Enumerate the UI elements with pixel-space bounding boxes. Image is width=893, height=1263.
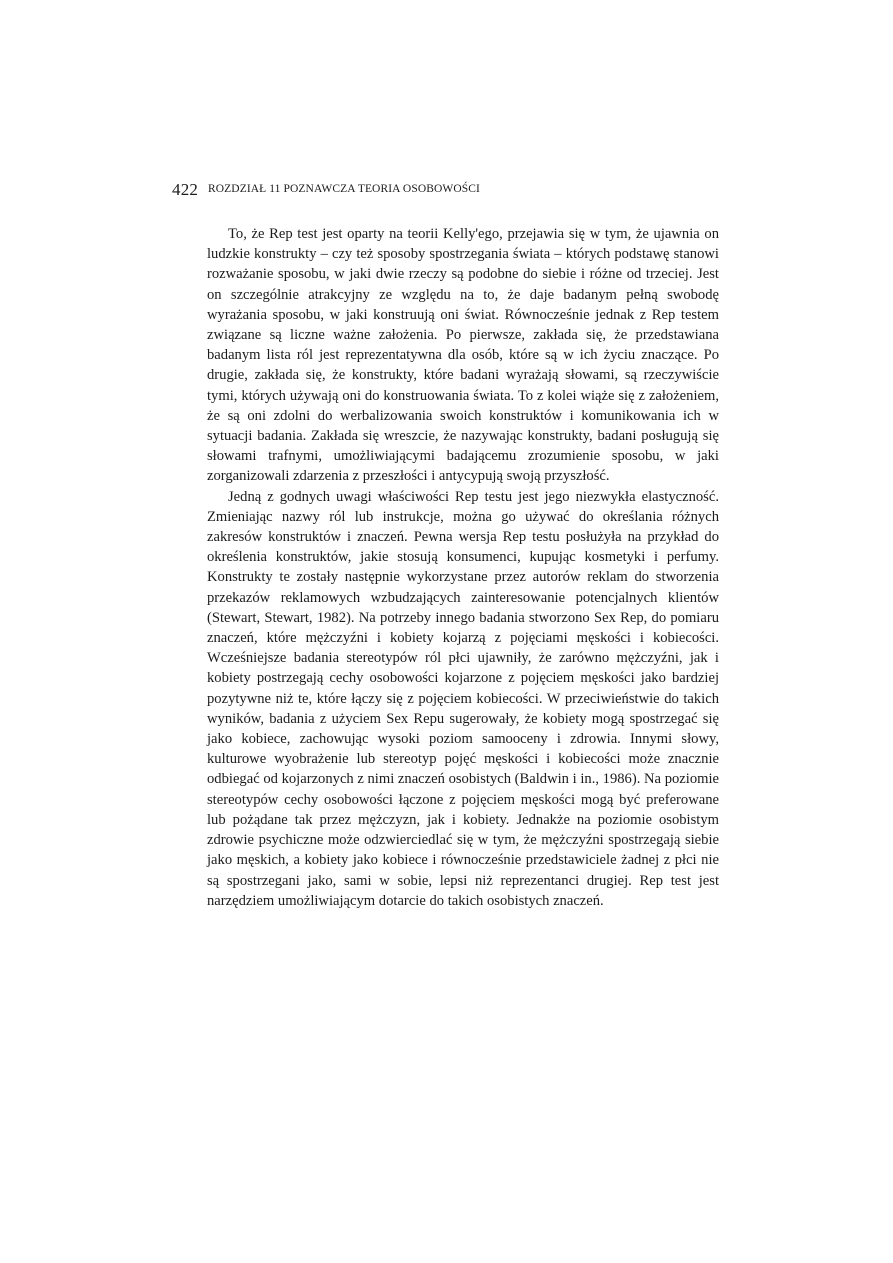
body-text: [207, 224, 719, 911]
page-header: [172, 176, 732, 202]
paragraph-rep-test-flexibility: Jedną z godnych uwagi właściwości Rep testu jest jego niezwykła elastyczność. Zmieniając nazwy ról lub instrukcje, można go używać do określania różnych zakresów konstruktów i znaczeń. Pewna wersja Rep testu posłużyła na przykład do określenia konstruktów, jakie stosują konsumenci, kupując kosmetyki i perfumy. Konstrukty te zostały następnie wykorzystane przez autorów reklam do stworzenia przekazów reklamowych wzbudzających zainteresowanie potencjalnych klientów (Stewart, Stewart, 1982). Na potrzeby innego badania stworzono Sex Rep, do pomiaru znaczeń, które mężczyźni i kobiety kojarzą z pojęciami męskości i kobiecości. Wcześniejsze badania stereotypów ról płci ujawniły, że zarówno mężczyźni, jak i kobiety postrzegają cechy osobowości kojarzone z pojęciem męskości jako bardziej pozytywne niż te, które łączy się z pojęciem kobiecości. W przeciwieństwie do takich wyników, badania z użyciem Sex Repu sugerowały, że kobiety mogą spostrzegać się jako kobiece, zachowując wysoki poziom samooceny i zdrowia. Innymi słowy, kulturowe wyobrażenie lub stereotyp pojęć męskości i kobiecości może znacznie odbiegać od kojarzonych z nimi znaczeń osobistych (Baldwin i in., 1986). Na poziomie stereotypów cechy osobowości łączone z pojęciem męskości mogą być preferowane lub pożądane tak przez mężczyzn, jak i kobiety. Jednakże na poziomie osobistym zdrowie psychiczne może odzwierciedlać się w tym, że mężczyźni spostrzegają siebie jako męskich, a kobiety jako kobiece i równocześnie przedstawiciele żadnej z płci nie są spostrzegani jako, sami w sobie, lepsi niż reprezentanci drugiej. Rep test jest narzędziem umożliwiającym dotarcie do takich osobistych znaczeń.: [207, 488, 719, 909]
paragraph-rep-test-assumptions: To, że Rep test jest oparty na teorii Kelly'ego, przejawia się w tym, że ujawnia on ludzkie konstrukty – czy też sposoby spostrzegania świata – których podstawę stanowi rozważanie sposobu, w jaki dwie rzeczy są podobne do siebie i różne od trzeciej. Jest on szczególnie atrakcyjny ze względu na to, że daje badanym pełną swobodę wyrażania sposobu, w jaki konstruują oni świat. Równocześnie jednak z Rep testem związane są liczne ważne założenia. Po pierwsze, zakłada się, że przedstawiana badanym lista ról jest reprezentatywna dla osób, które są w ich życiu znaczące. Po drugie, zakłada się, że konstrukty, które badani wyrażają słowami, są rzeczywiście tymi, których używają oni do konstruowania świata. To z kolei wiąże się z założeniem, że są oni zdolni do werbalizowania swoich konstruktów i komunikowania ich w sytuacji badania. Zakłada się wreszcie, że nazywając konstrukty, badani posługują się słowami trafnymi, umożliwiającymi badającemu zrozumienie sposobu, w jaki zorganizowali zdarzenia z przeszłości i antycypują swoją przyszłość.: [207, 226, 719, 485]
page-number: 422: [172, 180, 199, 199]
running-head: ROZDZIAŁ 11 POZNAWCZA TEORIA OSOBOWOŚCI: [208, 183, 480, 195]
